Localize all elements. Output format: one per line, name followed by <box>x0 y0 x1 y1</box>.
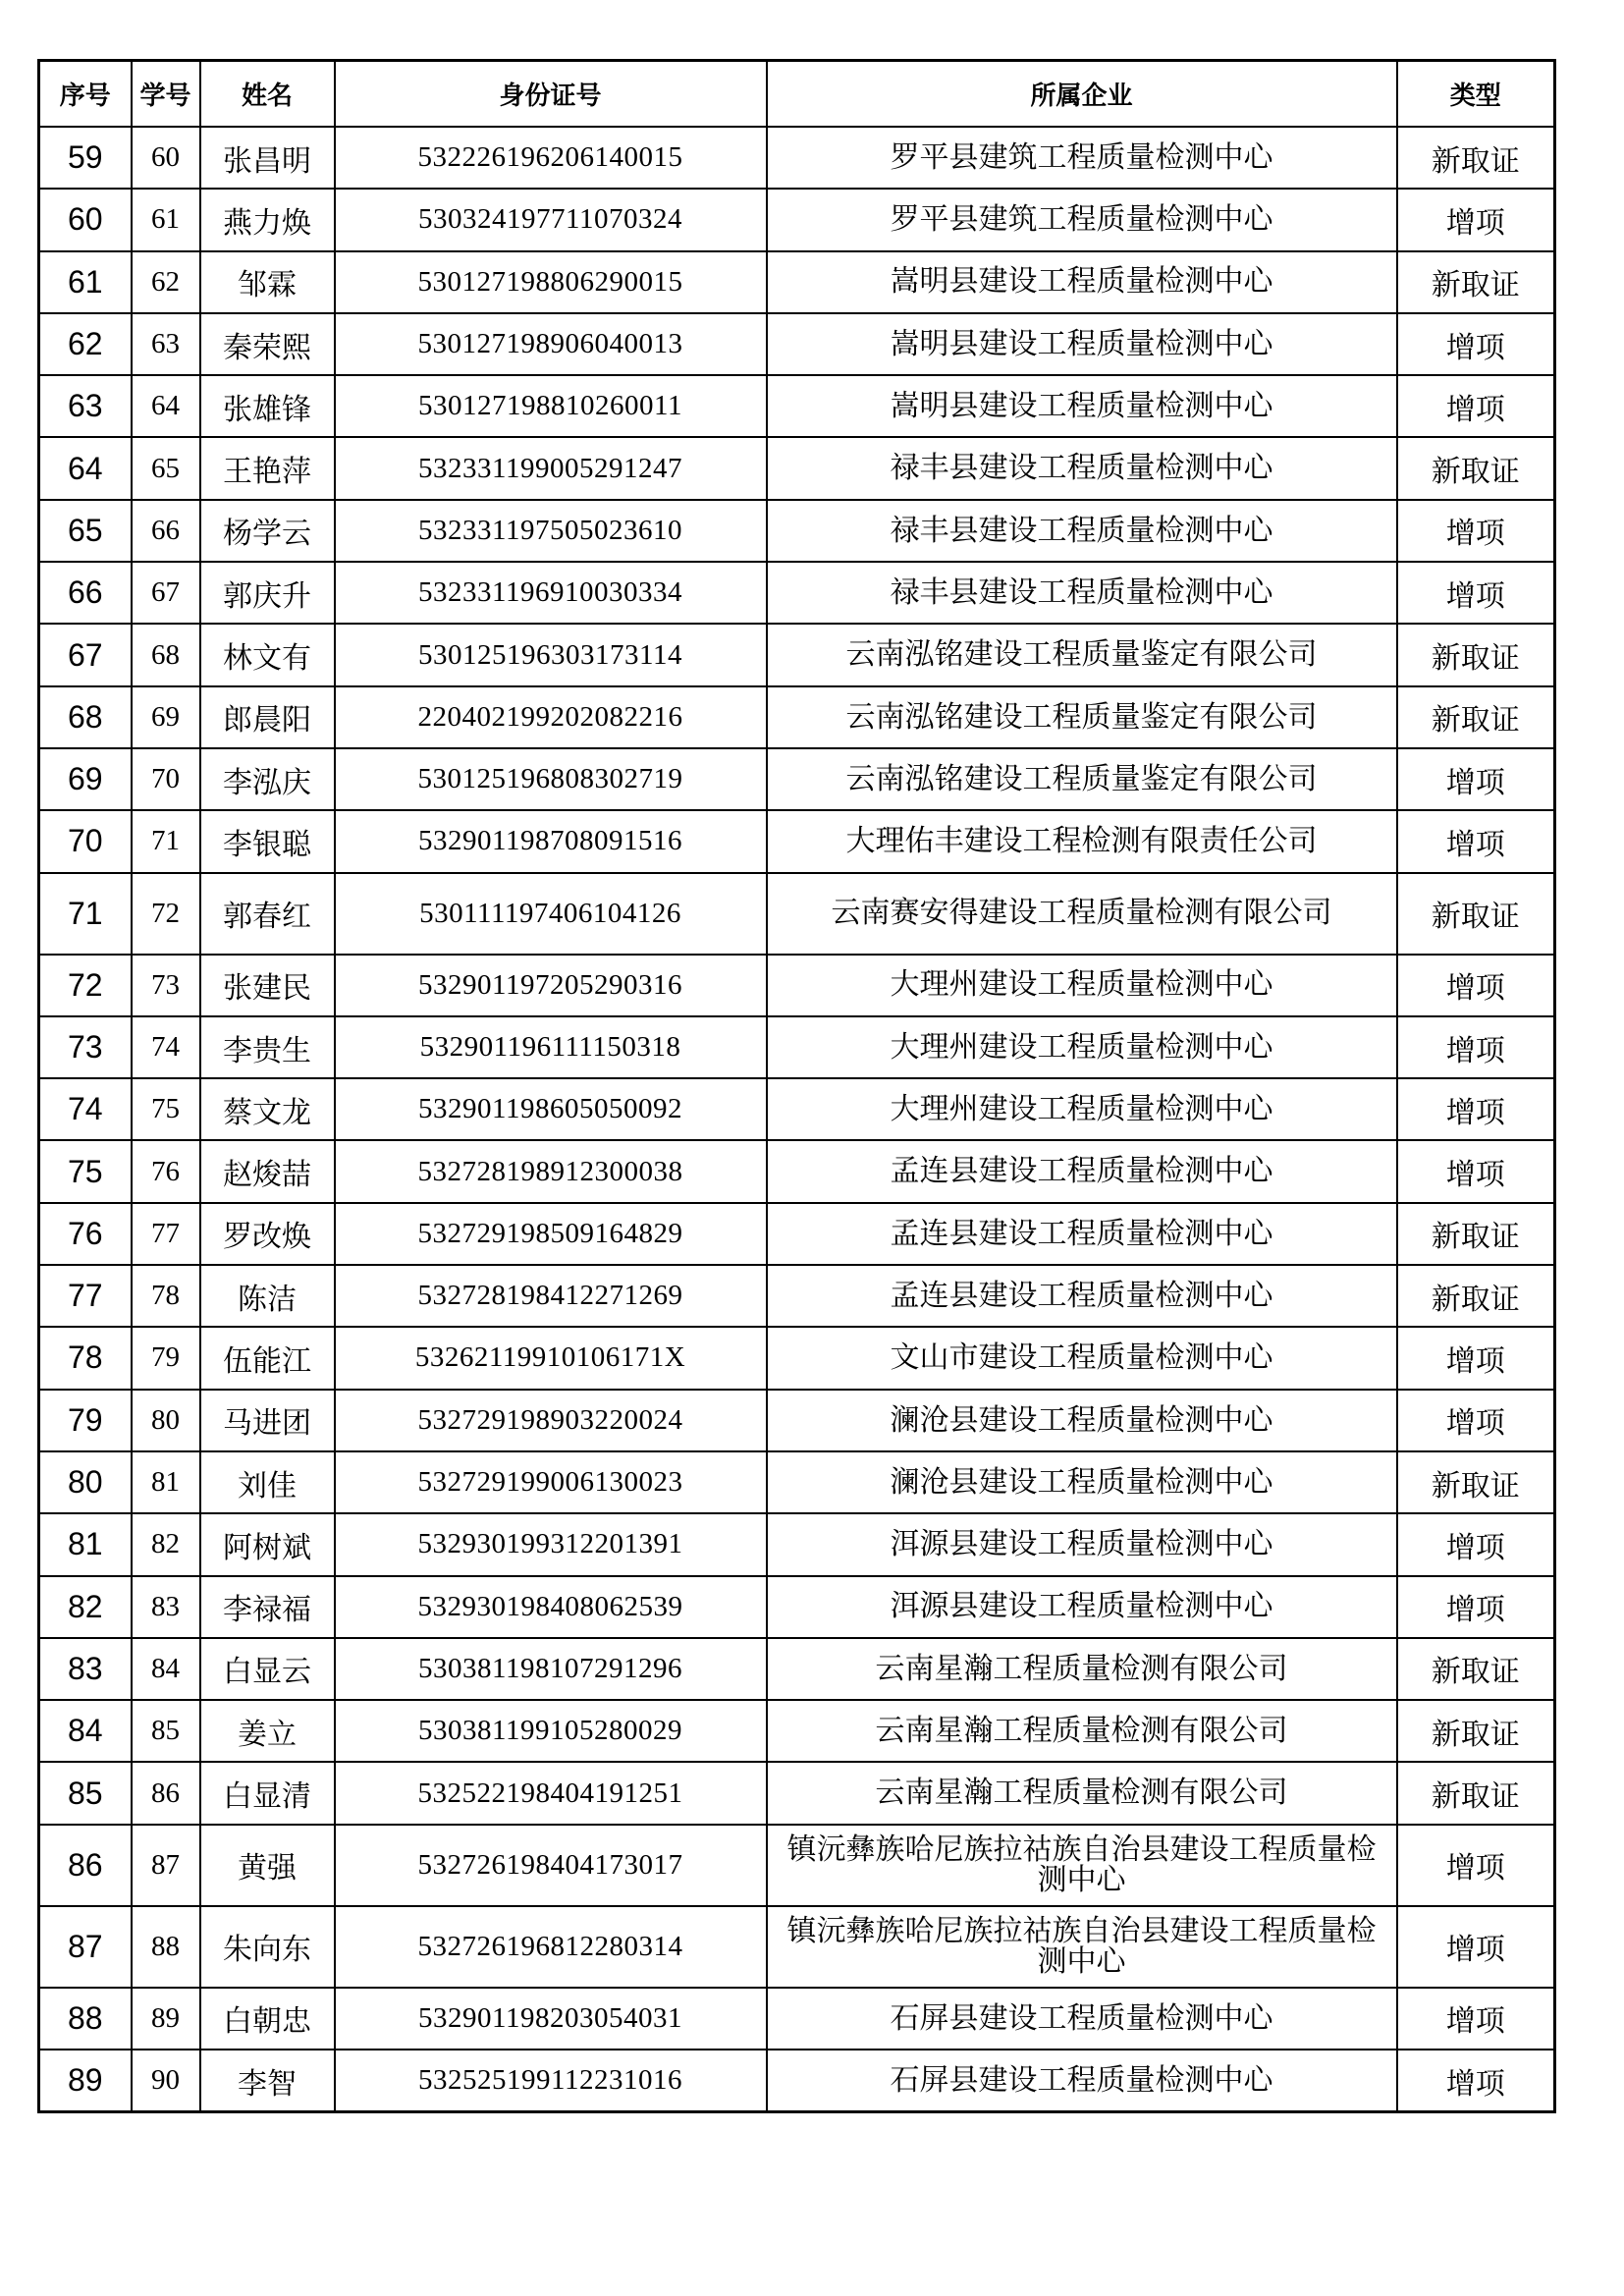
cell-name: 秦荣熙 <box>200 313 335 375</box>
table-row <box>39 562 1555 624</box>
cell-name: 白显清 <box>200 1762 335 1824</box>
cell-company: 澜沧县建设工程质量检测中心 <box>767 1390 1397 1451</box>
cell-type: 增项 <box>1397 562 1555 624</box>
cell-company: 嵩明县建设工程质量检测中心 <box>767 375 1397 437</box>
cell-student-no: 69 <box>132 686 200 748</box>
cell-id-number: 532729198903220024 <box>335 1390 767 1451</box>
cell-student-no: 68 <box>132 624 200 685</box>
table-header-row <box>39 61 1555 128</box>
cell-name: 陈洁 <box>200 1265 335 1327</box>
cell-name: 马进团 <box>200 1390 335 1451</box>
cell-student-no: 76 <box>132 1140 200 1202</box>
cell-type: 新取证 <box>1397 251 1555 313</box>
cell-student-no: 79 <box>132 1327 200 1389</box>
cell-id-number: 532331196910030334 <box>335 562 767 624</box>
cell-company: 云南泓铭建设工程质量鉴定有限公司 <box>767 624 1397 685</box>
header-id-number: 身份证号 <box>335 61 767 128</box>
cell-company: 镇沅彝族哈尼族拉祜族自治县建设工程质量检测中心 <box>767 1825 1397 1906</box>
cell-type: 增项 <box>1397 500 1555 562</box>
cell-id-number: 532728198412271269 <box>335 1265 767 1327</box>
cell-seq: 69 <box>39 748 132 810</box>
cell-student-no: 61 <box>132 189 200 250</box>
table-row <box>39 873 1555 955</box>
cell-seq: 84 <box>39 1700 132 1762</box>
cell-type: 增项 <box>1397 1513 1555 1575</box>
table-row <box>39 1513 1555 1575</box>
cell-student-no: 65 <box>132 437 200 499</box>
cell-type: 增项 <box>1397 1016 1555 1078</box>
table-row <box>39 1762 1555 1824</box>
table-row <box>39 955 1555 1016</box>
cell-company: 云南星瀚工程质量检测有限公司 <box>767 1762 1397 1824</box>
cell-student-no: 70 <box>132 748 200 810</box>
cell-name: 罗改焕 <box>200 1203 335 1265</box>
table-row <box>39 1203 1555 1265</box>
cell-name: 郎晨阳 <box>200 686 335 748</box>
cell-student-no: 81 <box>132 1451 200 1513</box>
cell-student-no: 66 <box>132 500 200 562</box>
table-row <box>39 810 1555 872</box>
cell-student-no: 75 <box>132 1078 200 1140</box>
cell-student-no: 72 <box>132 873 200 955</box>
cell-company: 罗平县建筑工程质量检测中心 <box>767 189 1397 250</box>
cell-type: 新取证 <box>1397 1451 1555 1513</box>
cell-name: 伍能江 <box>200 1327 335 1389</box>
cell-name: 张雄锋 <box>200 375 335 437</box>
cell-company: 洱源县建设工程质量检测中心 <box>767 1576 1397 1638</box>
cell-type: 增项 <box>1397 1825 1555 1906</box>
cell-type: 增项 <box>1397 189 1555 250</box>
header-company: 所属企业 <box>767 61 1397 128</box>
cell-company: 孟连县建设工程质量检测中心 <box>767 1140 1397 1202</box>
cell-seq: 78 <box>39 1327 132 1389</box>
cell-seq: 76 <box>39 1203 132 1265</box>
cell-company: 洱源县建设工程质量检测中心 <box>767 1513 1397 1575</box>
cell-id-number: 532726198404173017 <box>335 1825 767 1906</box>
table-row <box>39 1140 1555 1202</box>
cell-seq: 89 <box>39 2050 132 2112</box>
cell-student-no: 64 <box>132 375 200 437</box>
cell-type: 新取证 <box>1397 1638 1555 1700</box>
table-row <box>39 251 1555 313</box>
cell-name: 刘佳 <box>200 1451 335 1513</box>
cell-seq: 81 <box>39 1513 132 1575</box>
cell-name: 阿树斌 <box>200 1513 335 1575</box>
cell-id-number: 532930199312201391 <box>335 1513 767 1575</box>
table-body <box>39 127 1555 2112</box>
cell-id-number: 530127198906040013 <box>335 313 767 375</box>
cell-id-number: 532226196206140015 <box>335 127 767 189</box>
cell-name: 张昌明 <box>200 127 335 189</box>
cell-type: 增项 <box>1397 1988 1555 2050</box>
cell-name: 燕力焕 <box>200 189 335 250</box>
cell-name: 林文有 <box>200 624 335 685</box>
cell-id-number: 532331199005291247 <box>335 437 767 499</box>
table-row <box>39 313 1555 375</box>
cell-student-no: 63 <box>132 313 200 375</box>
cell-company: 大理州建设工程质量检测中心 <box>767 955 1397 1016</box>
cell-id-number: 530381198107291296 <box>335 1638 767 1700</box>
cell-company: 云南赛安得建设工程质量检测有限公司 <box>767 873 1397 955</box>
cell-type: 新取证 <box>1397 127 1555 189</box>
cell-id-number: 530127198806290015 <box>335 251 767 313</box>
cell-company: 云南泓铭建设工程质量鉴定有限公司 <box>767 686 1397 748</box>
header-student-no: 学号 <box>132 61 200 128</box>
cell-seq: 87 <box>39 1906 132 1988</box>
cell-seq: 72 <box>39 955 132 1016</box>
cell-student-no: 78 <box>132 1265 200 1327</box>
cell-type: 增项 <box>1397 1327 1555 1389</box>
cell-company: 禄丰县建设工程质量检测中心 <box>767 562 1397 624</box>
cell-id-number: 532331197505023610 <box>335 500 767 562</box>
cell-student-no: 77 <box>132 1203 200 1265</box>
cell-name: 郭春红 <box>200 873 335 955</box>
roster-table <box>37 59 1556 2113</box>
cell-student-no: 90 <box>132 2050 200 2112</box>
cell-seq: 77 <box>39 1265 132 1327</box>
table-row <box>39 1078 1555 1140</box>
cell-seq: 64 <box>39 437 132 499</box>
cell-company: 禄丰县建设工程质量检测中心 <box>767 437 1397 499</box>
table-row <box>39 189 1555 250</box>
cell-student-no: 73 <box>132 955 200 1016</box>
cell-seq: 73 <box>39 1016 132 1078</box>
cell-company: 云南星瀚工程质量检测有限公司 <box>767 1700 1397 1762</box>
cell-name: 黄强 <box>200 1825 335 1906</box>
cell-student-no: 86 <box>132 1762 200 1824</box>
cell-seq: 74 <box>39 1078 132 1140</box>
cell-type: 增项 <box>1397 1140 1555 1202</box>
cell-seq: 67 <box>39 624 132 685</box>
table-row <box>39 437 1555 499</box>
cell-id-number: 532522198404191251 <box>335 1762 767 1824</box>
cell-type: 增项 <box>1397 1576 1555 1638</box>
cell-id-number: 532901198708091516 <box>335 810 767 872</box>
cell-type: 新取证 <box>1397 1203 1555 1265</box>
cell-student-no: 83 <box>132 1576 200 1638</box>
table-row <box>39 1638 1555 1700</box>
cell-type: 增项 <box>1397 1906 1555 1988</box>
table-row <box>39 1700 1555 1762</box>
cell-seq: 86 <box>39 1825 132 1906</box>
cell-company: 大理佑丰建设工程检测有限责任公司 <box>767 810 1397 872</box>
cell-id-number: 530111197406104126 <box>335 873 767 955</box>
cell-company: 大理州建设工程质量检测中心 <box>767 1078 1397 1140</box>
cell-company: 石屏县建设工程质量检测中心 <box>767 2050 1397 2112</box>
cell-seq: 62 <box>39 313 132 375</box>
cell-id-number: 532901196111150318 <box>335 1016 767 1078</box>
table-row <box>39 1906 1555 1988</box>
cell-type: 新取证 <box>1397 1265 1555 1327</box>
cell-seq: 66 <box>39 562 132 624</box>
cell-type: 增项 <box>1397 2050 1555 2112</box>
cell-seq: 71 <box>39 873 132 955</box>
cell-student-no: 80 <box>132 1390 200 1451</box>
cell-student-no: 74 <box>132 1016 200 1078</box>
table-row <box>39 500 1555 562</box>
cell-company: 镇沅彝族哈尼族拉祜族自治县建设工程质量检测中心 <box>767 1906 1397 1988</box>
cell-seq: 75 <box>39 1140 132 1202</box>
table-row <box>39 748 1555 810</box>
cell-type: 增项 <box>1397 1390 1555 1451</box>
cell-student-no: 84 <box>132 1638 200 1700</box>
cell-type: 增项 <box>1397 1078 1555 1140</box>
cell-id-number: 532525199112231016 <box>335 2050 767 2112</box>
cell-name: 白朝忠 <box>200 1988 335 2050</box>
cell-seq: 68 <box>39 686 132 748</box>
cell-id-number: 220402199202082216 <box>335 686 767 748</box>
header-name: 姓名 <box>200 61 335 128</box>
cell-seq: 70 <box>39 810 132 872</box>
cell-id-number: 530125196303173114 <box>335 624 767 685</box>
table-row <box>39 127 1555 189</box>
cell-type: 增项 <box>1397 955 1555 1016</box>
cell-company: 大理州建设工程质量检测中心 <box>767 1016 1397 1078</box>
table-row <box>39 1451 1555 1513</box>
cell-student-no: 87 <box>132 1825 200 1906</box>
cell-seq: 63 <box>39 375 132 437</box>
table-row <box>39 1327 1555 1389</box>
table-row <box>39 375 1555 437</box>
table-row <box>39 1988 1555 2050</box>
cell-student-no: 88 <box>132 1906 200 1988</box>
table-row <box>39 1390 1555 1451</box>
cell-student-no: 85 <box>132 1700 200 1762</box>
cell-company: 孟连县建设工程质量检测中心 <box>767 1203 1397 1265</box>
cell-company: 云南泓铭建设工程质量鉴定有限公司 <box>767 748 1397 810</box>
cell-seq: 65 <box>39 500 132 562</box>
roster-table-container <box>37 59 1556 2113</box>
cell-student-no: 62 <box>132 251 200 313</box>
cell-type: 增项 <box>1397 313 1555 375</box>
cell-type: 新取证 <box>1397 624 1555 685</box>
cell-company: 澜沧县建设工程质量检测中心 <box>767 1451 1397 1513</box>
cell-id-number: 532726196812280314 <box>335 1906 767 1988</box>
cell-id-number: 530381199105280029 <box>335 1700 767 1762</box>
table-row <box>39 624 1555 685</box>
cell-name: 邹霖 <box>200 251 335 313</box>
cell-id-number: 53262119910106171X <box>335 1327 767 1389</box>
header-seq: 序号 <box>39 61 132 128</box>
cell-id-number: 532901198203054031 <box>335 1988 767 2050</box>
cell-name: 李泓庆 <box>200 748 335 810</box>
cell-name: 蔡文龙 <box>200 1078 335 1140</box>
cell-company: 孟连县建设工程质量检测中心 <box>767 1265 1397 1327</box>
cell-id-number: 532728198912300038 <box>335 1140 767 1202</box>
cell-seq: 80 <box>39 1451 132 1513</box>
cell-company: 嵩明县建设工程质量检测中心 <box>767 251 1397 313</box>
cell-type: 新取证 <box>1397 437 1555 499</box>
cell-name: 杨学云 <box>200 500 335 562</box>
cell-company: 石屏县建设工程质量检测中心 <box>767 1988 1397 2050</box>
header-type: 类型 <box>1397 61 1555 128</box>
cell-company: 罗平县建筑工程质量检测中心 <box>767 127 1397 189</box>
cell-type: 增项 <box>1397 810 1555 872</box>
cell-id-number: 530324197711070324 <box>335 189 767 250</box>
cell-name: 李禄福 <box>200 1576 335 1638</box>
cell-company: 嵩明县建设工程质量检测中心 <box>767 313 1397 375</box>
cell-id-number: 532930198408062539 <box>335 1576 767 1638</box>
table-row <box>39 1016 1555 1078</box>
cell-name: 李智 <box>200 2050 335 2112</box>
cell-seq: 60 <box>39 189 132 250</box>
table-row <box>39 1576 1555 1638</box>
cell-name: 白显云 <box>200 1638 335 1700</box>
cell-type: 新取证 <box>1397 1700 1555 1762</box>
cell-name: 姜立 <box>200 1700 335 1762</box>
cell-id-number: 532901198605050092 <box>335 1078 767 1140</box>
cell-seq: 59 <box>39 127 132 189</box>
table-row <box>39 686 1555 748</box>
cell-type: 新取证 <box>1397 686 1555 748</box>
cell-name: 李银聪 <box>200 810 335 872</box>
cell-seq: 82 <box>39 1576 132 1638</box>
cell-seq: 88 <box>39 1988 132 2050</box>
cell-id-number: 532901197205290316 <box>335 955 767 1016</box>
cell-student-no: 71 <box>132 810 200 872</box>
cell-name: 张建民 <box>200 955 335 1016</box>
cell-id-number: 532729198509164829 <box>335 1203 767 1265</box>
cell-type: 新取证 <box>1397 1762 1555 1824</box>
cell-student-no: 89 <box>132 1988 200 2050</box>
cell-type: 增项 <box>1397 375 1555 437</box>
cell-name: 王艳萍 <box>200 437 335 499</box>
cell-name: 李贵生 <box>200 1016 335 1078</box>
cell-id-number: 530127198810260011 <box>335 375 767 437</box>
cell-seq: 85 <box>39 1762 132 1824</box>
cell-type: 新取证 <box>1397 873 1555 955</box>
cell-name: 朱向东 <box>200 1906 335 1988</box>
table-row <box>39 2050 1555 2112</box>
cell-company: 云南星瀚工程质量检测有限公司 <box>767 1638 1397 1700</box>
cell-seq: 83 <box>39 1638 132 1700</box>
cell-id-number: 530125196808302719 <box>335 748 767 810</box>
table-row <box>39 1265 1555 1327</box>
cell-company: 禄丰县建设工程质量检测中心 <box>767 500 1397 562</box>
table-row <box>39 1825 1555 1906</box>
cell-student-no: 60 <box>132 127 200 189</box>
cell-company: 文山市建设工程质量检测中心 <box>767 1327 1397 1389</box>
cell-id-number: 532729199006130023 <box>335 1451 767 1513</box>
cell-seq: 61 <box>39 251 132 313</box>
cell-name: 赵焌喆 <box>200 1140 335 1202</box>
cell-name: 郭庆升 <box>200 562 335 624</box>
cell-seq: 79 <box>39 1390 132 1451</box>
cell-student-no: 82 <box>132 1513 200 1575</box>
cell-student-no: 67 <box>132 562 200 624</box>
cell-type: 增项 <box>1397 748 1555 810</box>
